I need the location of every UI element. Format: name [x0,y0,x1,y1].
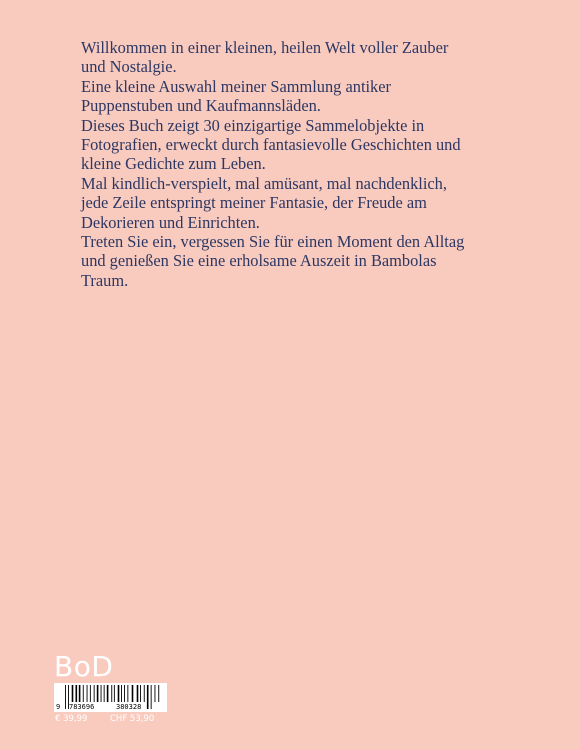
barcode-bar [90,685,91,702]
publisher-logo: BoD [54,650,114,683]
barcode-bar [111,685,112,702]
barcode-bar [132,685,134,702]
blurb-paragraph-4 [81,174,551,232]
blurb-line: Traum. [81,270,129,290]
barcode-bar [127,685,128,702]
blurb-line: Dieses Buch zeigt 30 einzigartige Sammelobjekte in [81,115,425,135]
barcode-bar [140,685,141,702]
blurb-paragraph-1 [81,38,551,77]
barcode-bar [76,685,78,702]
blurb-paragraph-2 [81,77,551,116]
barcode-bar [97,685,99,702]
barcode-bar [107,685,109,702]
blurb-line: und genießen Sie eine erholsame Auszeit in Bambolas [81,251,437,271]
price-chf: CHF 53,90 [110,714,155,724]
blurb-line: Mal kindlich-verspielt, mal amüsant, mal nachdenklich, [81,173,447,193]
blurb-line: Dekorieren und Einrichten. [81,212,260,232]
isbn-barcode [54,683,167,712]
barcode-bar [87,685,88,702]
barcode-bar [72,685,74,702]
blurb-line: und Nostalgie. [81,57,177,77]
barcode-bar [155,685,156,702]
barcode-bar [104,685,105,702]
barcode-bar [79,685,81,702]
barcode-bar [158,685,159,702]
barcode-bar [118,685,120,702]
barcode-bar [101,685,102,702]
blurb-line: Willkommen in einer kleinen, heilen Welt voller Zauber [81,38,449,57]
blurb-line: Eine kleine Auswahl meiner Sammlung antiker [81,76,391,96]
price-line [55,713,185,725]
barcode-bar [137,685,139,702]
blurb-line: Fotografien, erweckt durch fantasievolle Geschichten und [81,135,461,155]
isbn-digits-left: 783696 [69,703,95,711]
isbn-digit-first: 9 [56,703,61,711]
isbn-digits [54,702,167,712]
price-eur: € 39,99 [55,714,88,724]
barcode-bar [94,685,95,702]
blurb-line: jede Zeile entspringt meiner Fantasie, der Freude am [81,193,427,213]
blurb-line: Treten Sie ein, vergessen Sie für einen Moment den Alltag [81,232,465,252]
blurb-paragraph-3 [81,116,551,174]
barcode-bar [144,685,145,702]
barcode-bar [121,685,122,702]
barcode-bar [114,685,115,702]
blurb-text [81,38,551,290]
blurb-line: kleine Gedichte zum Leben. [81,154,266,174]
blurb-paragraph-5 [81,232,551,290]
isbn-digits-right: 380328 [116,703,142,711]
barcode-bar [124,685,125,702]
blurb-line: Puppenstuben und Kaufmannsläden. [81,96,321,116]
barcode-bar [83,685,84,702]
